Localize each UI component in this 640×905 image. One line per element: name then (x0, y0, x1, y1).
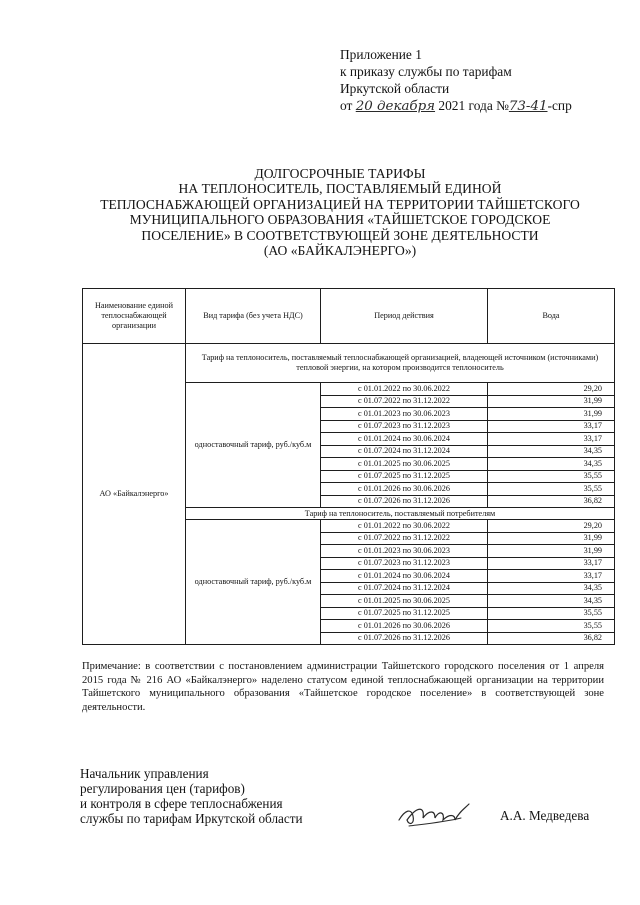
water-value-cell: 33,17 (488, 433, 615, 446)
period-cell: с 01.01.2023 по 30.06.2023 (321, 545, 488, 558)
table-section-row (83, 344, 615, 383)
water-value-cell: 33,17 (488, 557, 615, 570)
period-cell: с 01.01.2022 по 30.06.2022 (321, 520, 488, 533)
appendix-date-line (340, 97, 630, 115)
period-cell: с 01.01.2025 по 30.06.2025 (321, 458, 488, 471)
handwritten-date: 20 декабря (355, 99, 436, 114)
water-value-cell: 34,35 (488, 582, 615, 595)
handwritten-signature (395, 798, 475, 832)
water-value-cell: 35,55 (488, 620, 615, 633)
handwritten-order-number: 73-41 (508, 99, 548, 114)
appendix-line-1: Приложение 1 (340, 47, 422, 62)
water-value-cell: 35,55 (488, 470, 615, 483)
water-value-cell: 35,55 (488, 607, 615, 620)
water-value-cell: 34,35 (488, 445, 615, 458)
signature-block (80, 766, 303, 826)
water-value-cell: 36,82 (488, 495, 615, 508)
signature-stroke (399, 804, 469, 823)
period-cell: с 01.07.2024 по 31.12.2024 (321, 445, 488, 458)
period-cell: с 01.01.2022 по 30.06.2022 (321, 383, 488, 396)
appendix-line-3: Иркутской области (340, 81, 450, 96)
document-title (60, 166, 620, 258)
period-cell: с 01.07.2023 по 31.12.2023 (321, 420, 488, 433)
water-value-cell: 29,20 (488, 520, 615, 533)
signer-name: А.А. Медведева (500, 808, 590, 823)
date-suffix: 2021 года № (438, 98, 509, 113)
period-cell: с 01.07.2023 по 31.12.2023 (321, 557, 488, 570)
period-cell: с 01.01.2023 по 30.06.2023 (321, 408, 488, 421)
period-cell: с 01.01.2026 по 30.06.2026 (321, 483, 488, 496)
period-cell: с 01.07.2026 по 31.12.2026 (321, 495, 488, 508)
water-value-cell: 35,55 (488, 483, 615, 496)
period-cell: с 01.07.2025 по 31.12.2025 (321, 607, 488, 620)
signer-position-line: службы по тарифам Иркутской области (80, 811, 303, 826)
appendix-block (340, 46, 630, 115)
header-water: Вода (488, 289, 615, 344)
title-line: НА ТЕПЛОНОСИТЕЛЬ, ПОСТАВЛЯЕМЫЙ ЕДИНОЙ (178, 181, 502, 197)
signer-position-line: регулирования цен (тарифов) (80, 781, 245, 796)
period-cell: с 01.07.2025 по 31.12.2025 (321, 470, 488, 483)
note-paragraph: Примечание: в соответствии с постановлением администрации Тайшетского городского поселения от 1 апреля 2015 года № 216 АО «Байкалэнерго» наделено статусом единой теплоснабжающей организации на территории Тайшетского муниципального образования «Тайшетское городское поселение» в соответствующей зоне деятельности. (82, 661, 604, 713)
header-org: Наименование единой теплоснабжающей организации (83, 289, 186, 344)
tariff-table (82, 288, 615, 645)
water-value-cell: 33,17 (488, 570, 615, 583)
section-title-cell: Тариф на теплоноситель, поставляемый теплоснабжающей организацией, владеющей источником (источниками) тепловой энергии, на котором производится теплоноситель (186, 344, 615, 383)
water-value-cell: 31,99 (488, 545, 615, 558)
header-period: Период действия (321, 289, 488, 344)
org-name-cell: АО «Байкалэнерго» (83, 344, 186, 645)
tariff-type-cell: одноставочный тариф, руб./куб.м (186, 520, 321, 645)
date-prefix: от (340, 98, 353, 113)
title-line: МУНИЦИПАЛЬНОГО ОБРАЗОВАНИЯ «ТАЙШЕТСКОЕ ГОРОДСКОЕ (129, 212, 551, 228)
period-cell: с 01.01.2024 по 30.06.2024 (321, 570, 488, 583)
period-cell: с 01.01.2025 по 30.06.2025 (321, 595, 488, 608)
title-line: (АО «БАЙКАЛЭНЕРГО») (263, 243, 417, 259)
water-value-cell: 29,20 (488, 383, 615, 396)
section-title-cell: Тариф на теплоноситель, поставляемый потребителям (186, 508, 615, 520)
header-tariff-type: Вид тарифа (без учета НДС) (186, 289, 321, 344)
period-cell: с 01.07.2022 по 31.12.2022 (321, 532, 488, 545)
water-value-cell: 31,99 (488, 532, 615, 545)
water-value-cell: 31,99 (488, 395, 615, 408)
tariff-table-body (83, 344, 615, 645)
title-line: ПОСЕЛЕНИЕ» В СООТВЕТСТВУЮЩЕЙ ЗОНЕ ДЕЯТЕЛЬНОСТИ (141, 227, 539, 243)
table-header-row (83, 289, 615, 344)
water-value-cell: 34,35 (488, 458, 615, 471)
title-line: ТЕПЛОСНАБЖАЮЩЕЙ ОРГАНИЗАЦИЕЙ НА ТЕРРИТОРИИ ТАЙШЕТСКОГО (100, 196, 580, 212)
water-value-cell: 36,82 (488, 632, 615, 645)
appendix-line-2: к приказу службы по тарифам (340, 64, 512, 79)
tariff-type-cell: одноставочный тариф, руб./куб.м (186, 383, 321, 508)
signer-position-line: и контроля в сфере теплоснабжения (80, 796, 283, 811)
title-line: ДОЛГОСРОЧНЫЕ ТАРИФЫ (254, 166, 426, 181)
water-value-cell: 33,17 (488, 420, 615, 433)
period-cell: с 01.01.2024 по 30.06.2024 (321, 433, 488, 446)
signature-underline (409, 818, 461, 826)
water-value-cell: 31,99 (488, 408, 615, 421)
period-cell: с 01.07.2024 по 31.12.2024 (321, 582, 488, 595)
period-cell: с 01.07.2026 по 31.12.2026 (321, 632, 488, 645)
period-cell: с 01.01.2026 по 30.06.2026 (321, 620, 488, 633)
order-number-suffix: -спр (547, 98, 572, 113)
water-value-cell: 34,35 (488, 595, 615, 608)
signer-position-line: Начальник управления (80, 766, 209, 781)
period-cell: с 01.07.2022 по 31.12.2022 (321, 395, 488, 408)
